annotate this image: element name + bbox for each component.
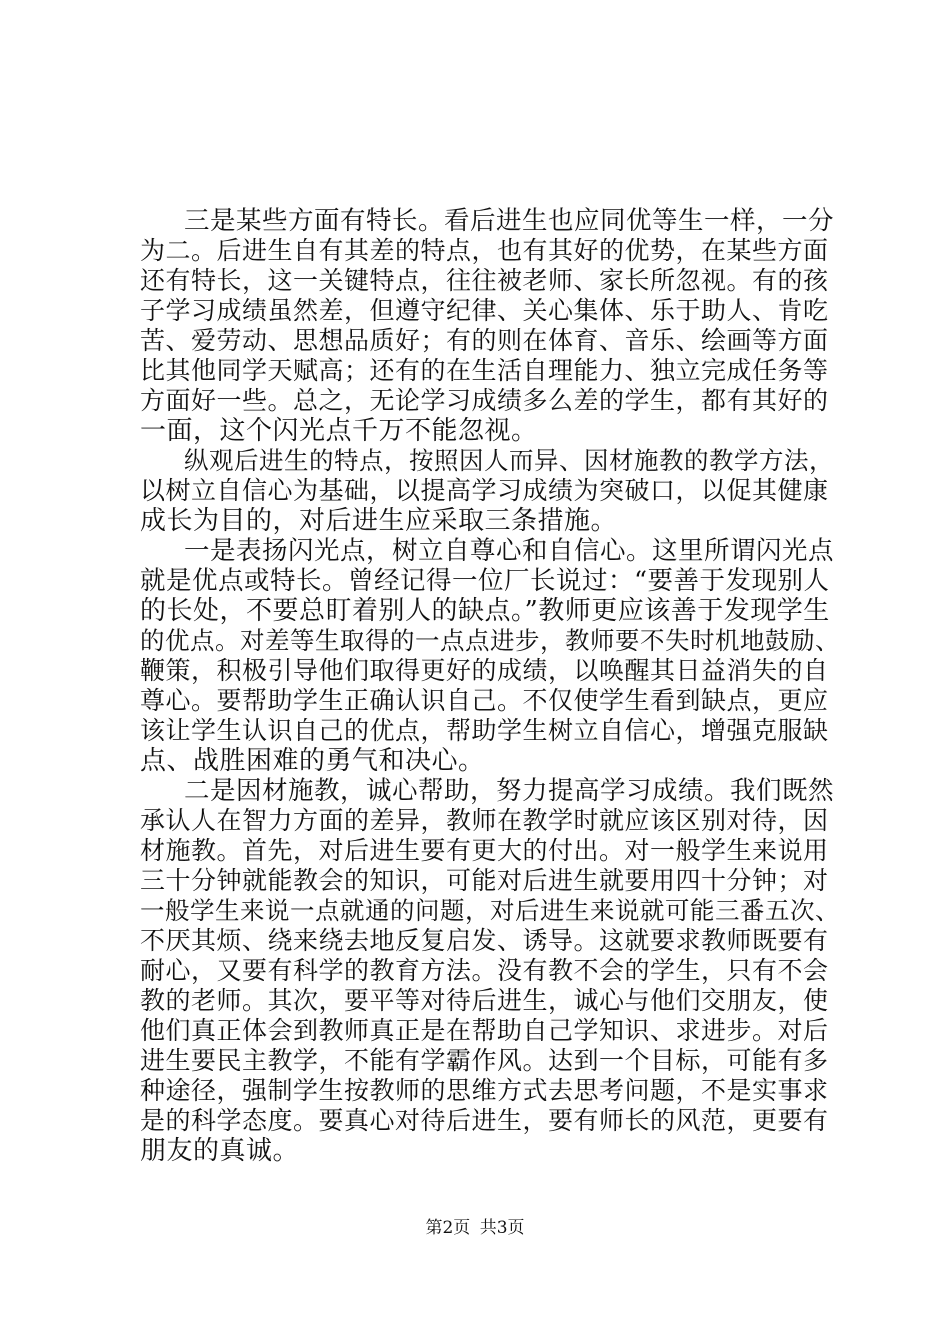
text-line: 点、战胜困难的勇气和决心。 xyxy=(140,746,485,776)
text-line: 还有特长，这一关键特点，往往被老师、家长所忽视。有的孩 xyxy=(140,266,829,295)
page-number: 第2页 xyxy=(425,1218,471,1238)
text-line: 以树立自信心为基础，以提高学习成绩为突破口，以促其健康 xyxy=(140,476,829,505)
text-line: 苦、爱劳动、思想品质好；有的则在体育、音乐、绘画等方面 xyxy=(140,326,829,355)
text-line: 就是优点或特长。曾经记得一位厂长说过：“要善于发现别人 xyxy=(140,566,830,596)
text-line: 承认人在智力方面的差异，教师在教学时就应该区别对待，因 xyxy=(140,806,829,835)
text-line: 耐心，又要有科学的教育方法。没有教不会的学生，只有不会 xyxy=(140,956,829,985)
text-line: 朋友的真诚。 xyxy=(140,1136,300,1166)
text-line: 纵观后进生的特点，按照因人而异、因材施教的教学方法， xyxy=(184,446,834,475)
text-line: 是的科学态度。要真心对待后进生，要有师长的风范，更要有 xyxy=(140,1106,829,1135)
text-line: 方面好一些。总之，无论学习成绩多么差的学生，都有其好的 xyxy=(140,386,829,415)
text-line: 一是表扬闪光点，树立自尊心和自信心。这里所谓闪光点 xyxy=(184,536,835,566)
text-line: 尊心。要帮助学生正确认识自己。不仅使学生看到缺点，更应 xyxy=(140,686,829,715)
text-line: 教的老师。其次，要平等对待后进生，诚心与他们交朋友，使 xyxy=(140,986,829,1015)
text-line: 的优点。对差等生取得的一点点进步，教师要不失时机地鼓励、 xyxy=(140,626,840,655)
text-line: 鞭策，积极引导他们取得更好的成绩，以唤醒其日益消失的自 xyxy=(140,656,829,685)
document-body xyxy=(140,206,840,1166)
text-line: 他们真正体会到教师真正是在帮助自己学知识、求进步。对后 xyxy=(140,1016,829,1045)
paragraph xyxy=(140,446,840,536)
text-line: 进生要民主教学，不能有学霸作风。达到一个目标，可能有多 xyxy=(140,1046,829,1075)
paragraph xyxy=(140,206,840,446)
page-footer xyxy=(0,1217,950,1239)
text-line: 材施教。首先，对后进生要有更大的付出。对一般学生来说用 xyxy=(140,836,829,865)
text-line: 一般学生来说一点就通的问题，对后进生来说就可能三番五次、 xyxy=(140,896,840,925)
text-line: 种途径，强制学生按教师的思维方式去思考问题，不是实事求 xyxy=(140,1076,829,1105)
text-line: 三十分钟就能教会的知识，可能对后进生就要用四十分钟；对 xyxy=(140,866,829,895)
text-line: 为二。后进生自有其差的特点，也有其好的优势，在某些方面 xyxy=(140,236,829,265)
text-line: 比其他同学天赋高；还有的在生活自理能力、独立完成任务等 xyxy=(140,356,829,385)
text-line: 子学习成绩虽然差，但遵守纪律、关心集体、乐于助人、肯吃 xyxy=(140,296,829,325)
text-line: 成长为目的，对后进生应采取三条措施。 xyxy=(140,506,618,536)
paragraph xyxy=(140,776,840,1166)
text-line: 该让学生认识自己的优点，帮助学生树立自信心，增强克服缺 xyxy=(140,716,829,745)
text-line: 不厌其烦、绕来绕去地反复启发、诱导。这就要求教师既要有 xyxy=(140,926,829,955)
text-line: 一面，这个闪光点千万不能忽视。 xyxy=(140,416,538,446)
text-line: 二是因材施教，诚心帮助，努力提高学习成绩。我们既然 xyxy=(184,776,835,806)
page-total: 共3页 xyxy=(479,1218,525,1238)
text-line: 的长处，不要总盯着别人的缺点。”教师更应该善于发现学生 xyxy=(140,596,830,626)
text-line: 三是某些方面有特长。看后进生也应同优等生一样，一分 xyxy=(184,206,835,236)
paragraph xyxy=(140,536,840,776)
